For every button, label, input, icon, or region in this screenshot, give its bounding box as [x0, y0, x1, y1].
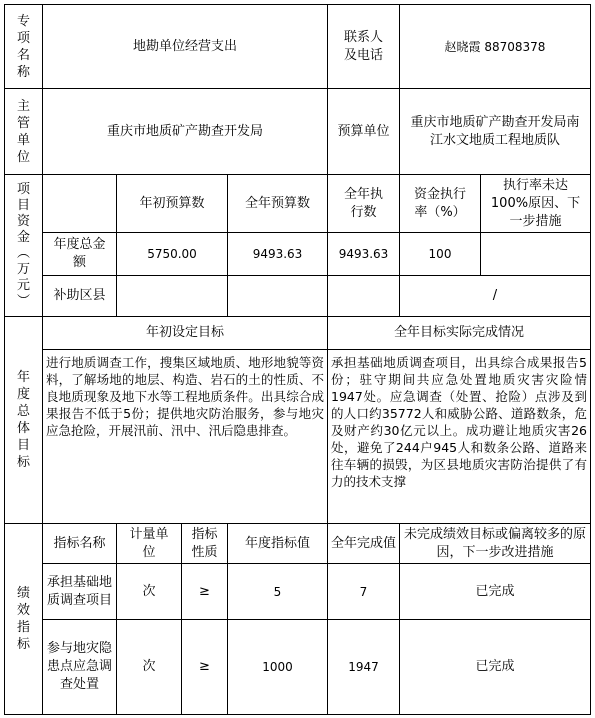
perf-header-name: 指标名称	[53, 535, 106, 551]
vertical-label-char: 万	[16, 261, 30, 277]
header-initial-budget: 年初预算数	[139, 195, 205, 211]
header-annual-execution: 全年执行数	[343, 186, 383, 220]
vertical-label-char: 目	[16, 197, 30, 213]
vertical-label-char: 度	[16, 387, 30, 402]
perf-header-unit: 计量单位	[129, 526, 169, 560]
competent-unit-label	[5, 89, 42, 174]
vertical-label-char: 名	[16, 47, 30, 63]
vertical-text	[17, 585, 30, 653]
vertical-label-char: 资	[16, 213, 30, 229]
vertical-label-char: 体	[16, 421, 30, 436]
border-right	[590, 4, 591, 715]
perf-row-actual: 1947	[348, 660, 379, 674]
vertical-label-char: 目	[16, 438, 30, 453]
border-bottom	[4, 714, 591, 715]
vertical-text	[17, 98, 30, 166]
goal-header-initial: 年初设定目标	[145, 325, 224, 340]
goal-header-actual: 全年目标实际完成情况	[393, 325, 524, 340]
perf-row-target: 5	[273, 584, 282, 599]
vertical-label-char: 专	[16, 13, 30, 29]
header-execution-rate: 资金执行率（%）	[413, 186, 466, 220]
perf-header-nature: 指标性质	[191, 526, 218, 560]
header-reason: 执行率未达100%原因、下一步措施	[490, 177, 581, 229]
perf-row-reason: 已完成	[475, 583, 515, 599]
perf-header-target: 年度指标值	[244, 535, 310, 551]
project-name: 地勘单位经营支出	[132, 38, 237, 54]
goal-actual-text: 承担基础地质调查项目，出具综合成果报告5份；驻守期间共应急处置地质灾害灾险情1947处。应急调查（处置、抢险）点涉及到的人口约35772人和威胁公路、道路数条，危及财产约30亿元以上。成功避让地质灾害26处，避免了244户945人和数条公路、道路来往车辆的损毁，为区县地质灾害防治提供了有力的技术支撑	[331, 355, 587, 489]
competent-unit: 重庆市地质矿产勘查开发局	[106, 123, 263, 139]
vertical-label-char: 项	[16, 30, 30, 46]
perf-header-actual: 全年完成值	[330, 535, 396, 551]
vertical-label-char: 标	[16, 637, 30, 652]
rule	[42, 349, 591, 350]
vertical-label-char: 年	[16, 370, 30, 385]
project-name-label	[5, 5, 42, 88]
contact-label: 联系人及电话	[343, 29, 383, 63]
vertical-label-char: 绩	[16, 586, 30, 601]
budget-unit-label: 预算单位	[337, 123, 390, 139]
funds-initial-budget: 5750.00	[147, 247, 197, 261]
perf-row-reason: 已完成	[475, 659, 515, 674]
vertical-label-char: 单	[16, 132, 30, 148]
annual-goal-label	[5, 317, 42, 523]
vertical-label-char: ︵	[16, 245, 30, 261]
vertical-label-char: 总	[16, 404, 30, 419]
funds-reason	[481, 233, 590, 275]
vertical-label-char: ︶	[16, 293, 30, 309]
vertical-label-char: 元	[16, 277, 30, 293]
vertical-text	[17, 13, 30, 81]
perf-row-name: 参与地灾隐患点应急调查处置	[47, 641, 113, 692]
perf-header-reason: 未完成绩效目标或偏离较多的原因，下一步改进措施	[404, 526, 587, 560]
vertical-text	[17, 369, 30, 471]
vertical-label-char: 标	[16, 455, 30, 470]
vertical-label-char: 项	[16, 181, 30, 197]
funds-execution-rate: 100	[428, 247, 452, 261]
vertical-label-char: 效	[16, 603, 30, 618]
perf-row-name: 承担基础地质调查项目	[47, 574, 113, 608]
perf-row-unit: 次	[142, 659, 156, 674]
perf-row-target: 1000	[262, 660, 293, 674]
goal-initial-text: 进行地质调查工作，搜集区域地质、地形地貌等资料，了解场地的地层、构造、岩石的土的性质、不良地质现象及地下水等工程地质条件。出具综合成果报告不低于5份；提供地灾防治服务，参与地灾应急抢险，开展汛前、汛中、汛后隐患排查。	[46, 355, 324, 438]
funds-row-label: 补助区县	[53, 288, 106, 303]
funds-annual-execution: 9493.63	[338, 247, 389, 261]
funds-label	[5, 175, 42, 316]
perf-row-unit: 次	[142, 583, 156, 599]
funds-annual-budget: 9493.63	[252, 247, 303, 261]
perf-row-nature: ≥	[199, 659, 210, 674]
perf-row-actual: 7	[359, 584, 368, 599]
vertical-label-char: 主	[16, 98, 30, 114]
perf-row-nature: ≥	[199, 583, 210, 599]
funds-reason: /	[492, 288, 498, 303]
vertical-label-char: 位	[16, 149, 30, 165]
vertical-label-char: 指	[16, 620, 30, 635]
perf-label	[5, 524, 42, 714]
vertical-label-char: 管	[16, 115, 30, 131]
vertical-text	[17, 182, 30, 310]
vertical-label-char: 金	[16, 229, 30, 245]
funds-row-label: 年度总金额	[53, 237, 106, 270]
header-annual-budget: 全年预算数	[244, 195, 310, 211]
budget-unit: 重庆市地质矿产勘查开发局南江水文地质工程地质队	[410, 114, 580, 148]
vertical-label-char: 称	[16, 64, 30, 80]
contact-value: 赵晓霞 88708378	[444, 39, 546, 54]
